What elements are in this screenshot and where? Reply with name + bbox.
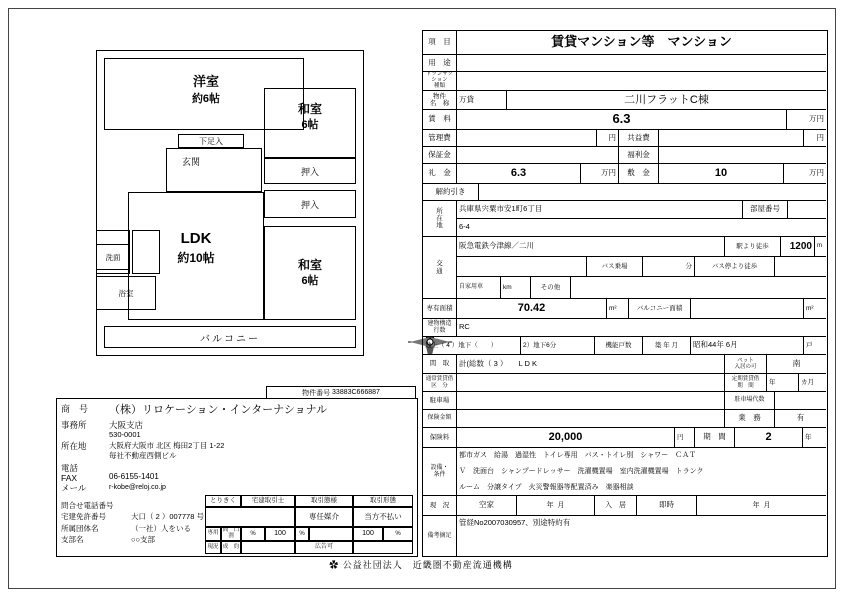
td-kikan-unit: 年 xyxy=(803,428,826,448)
grid-cell-torihiki-keitai: 当方不払い xyxy=(353,507,413,527)
th-balcony-menseki: バルコニー面積 xyxy=(629,299,691,319)
th-bus: バス乗場 xyxy=(587,257,643,277)
th-komoku: 項 目 xyxy=(423,31,457,55)
label-inquiry-tel: 問合せ電話番号 xyxy=(61,501,114,510)
th-menseki: 専有面積 xyxy=(423,299,457,319)
td-chinryo-unit: 万円 xyxy=(787,110,826,130)
td-genkyo-kuya: 空家 xyxy=(457,496,517,516)
td-tsuki-month: カ月 xyxy=(799,374,826,392)
td-pet: 南 xyxy=(767,355,826,374)
td-balcony-menseki xyxy=(691,299,804,319)
closet-1: 押入 xyxy=(264,158,356,184)
th-biko: 備考摘足 xyxy=(423,516,457,556)
plan-outline xyxy=(96,50,364,356)
th-chinryo: 賃 料 xyxy=(423,110,457,130)
th-hokenryo: 保険料 xyxy=(423,428,457,448)
th-kanrihi: 管理費 xyxy=(423,130,457,147)
td-eki-toho: 1200 xyxy=(781,237,815,257)
td-eki-toho-unit: m xyxy=(815,237,826,257)
th-gyomu: 業 務 xyxy=(725,410,775,428)
agency-info-block xyxy=(56,398,418,557)
value-branch: ○○支部 xyxy=(131,535,156,544)
td-kaiyakubiki xyxy=(479,184,826,201)
bathroom: 浴室 xyxy=(96,276,156,310)
grid-cell-blank-2 xyxy=(309,527,353,541)
td-setsubi-2: Ｖ 洗面台 シャンプードレッサー 洗濯機置場 室内洗濯機置場 トランク xyxy=(459,468,704,476)
footer-org: ✿ 公益社団法人 近畿圏不動産流通機構 xyxy=(329,560,513,570)
td-fukurikin xyxy=(659,147,826,164)
floor-plan xyxy=(56,30,416,390)
th-kaiyakubiki: 解約引き xyxy=(423,184,479,201)
td-shozaichi: 兵庫県宍粟市安1町6丁目 xyxy=(457,201,743,219)
td-bukken-mei: 二川フラットC棟 xyxy=(507,91,826,110)
closet-2: 押入 xyxy=(264,190,356,218)
td-reikin-unit: 万円 xyxy=(581,164,619,184)
balcony: バルコニー xyxy=(104,326,356,348)
value-shogo: （株）リロケーション・インターナショナル xyxy=(109,404,328,416)
value-denwa: 06-6155-1401 xyxy=(109,472,159,481)
td-kikai-unit: 戸 xyxy=(804,337,826,355)
grid-cell-pct-3: % xyxy=(383,527,413,541)
property-spec-table xyxy=(422,30,828,557)
td-shozaichi-2: 6-4 xyxy=(457,219,826,237)
td-biko: 管経No2007030957、別途特約有 xyxy=(459,518,571,527)
td-genkyo-date: 年 月 xyxy=(517,496,595,516)
th-bukken-mei: 物件 名 称 xyxy=(423,91,457,110)
td-chikunen: 昭和44年 6月 xyxy=(691,337,804,355)
value-shozaichi: 大阪府大阪市 北区 梅田2丁目 1-22 xyxy=(109,441,225,450)
th-madori: 間 取 xyxy=(423,355,457,374)
washbasin: 洗面 xyxy=(96,244,130,270)
td-chikujo: 地上（ 4 ）地下（ ） xyxy=(423,337,521,355)
td-kotsu-line: 阪急電鉄今津線／二川 xyxy=(457,237,725,257)
label-license: 宅建免許番号 xyxy=(61,512,106,521)
label-jimusho: 事務所 xyxy=(61,420,87,430)
td-kanrihi xyxy=(457,130,597,147)
td-own-car: km xyxy=(501,277,531,299)
grid-cell-torihiki-taiyo: 専任媒介 xyxy=(295,507,353,527)
grid-head-2: 宅建取引士 xyxy=(241,495,295,507)
th-chikunen: 築 年 月 xyxy=(643,337,691,355)
th-hoshokin: 保証金 xyxy=(423,147,457,164)
shoe-box: 下足入 xyxy=(178,134,244,148)
td-kanrihi-unit: 円 xyxy=(597,130,619,147)
th-kikan: 期 間 xyxy=(695,428,735,448)
value-shozaichi-2: 毎社不動産西側ビル xyxy=(109,451,177,460)
th-own-car: 自家用車 xyxy=(457,277,501,299)
td-sonota xyxy=(571,277,826,299)
grid-cell-senyou: 専用 xyxy=(205,527,221,541)
th-chushajo: 駐車場 xyxy=(423,392,457,410)
grid-cell-blank-1 xyxy=(205,507,295,527)
td-kyoekihi-unit: 円 xyxy=(804,130,826,147)
value-postal: 530-0001 xyxy=(109,430,141,439)
label-fax: FAX xyxy=(61,473,78,483)
th-fukurikin: 福利金 xyxy=(619,147,659,164)
label-shozaichi: 所在地 xyxy=(61,441,87,451)
td-shikikin-unit: 万円 xyxy=(784,164,826,184)
grid-head-4: 取引形態 xyxy=(353,495,413,507)
td-hoken-kingaku xyxy=(457,410,725,428)
th-shikikin: 敷 金 xyxy=(619,164,659,184)
td-transaction-type: 万貸 xyxy=(457,91,507,110)
td-chushajo xyxy=(457,392,725,410)
th-youto: 用 途 xyxy=(423,55,457,72)
th-nyukyo: 入 居 xyxy=(595,496,637,516)
td-nyukyo-date: 年 月 xyxy=(697,496,826,516)
grid-cell-pct-1: % xyxy=(241,527,265,541)
value-mail: r-kobe@reloj.co.jp xyxy=(109,484,166,491)
td-bus-toho xyxy=(775,257,826,277)
th-genkyo: 現 況 xyxy=(423,496,457,516)
value-jimusho: 大阪支店 xyxy=(109,420,144,430)
grid-cell-seiyaku: 成 約 xyxy=(221,541,241,554)
td-tsuki-year: 年 xyxy=(767,374,799,392)
td-hokenryo: 20,000 xyxy=(457,428,675,448)
th-kyoekihi: 共益費 xyxy=(619,130,659,147)
td-kyoekihi xyxy=(659,130,804,147)
td-gyomu: 有 xyxy=(775,410,826,428)
th-transaction: トランザクション 種類 xyxy=(423,72,457,91)
th-hoken-kingaku: 保険金額 xyxy=(423,410,457,428)
th-kozo: 建物構造 行数 xyxy=(423,319,457,337)
grid-head-3: 取引態様 xyxy=(295,495,353,507)
room-label-washitsu-1: 和室 6帖 xyxy=(297,102,322,131)
th-chushajo-daisu: 駐車場代数 xyxy=(725,392,775,410)
label-branch: 支部名 xyxy=(61,535,84,544)
footer-seal-icon: ✿ xyxy=(329,560,340,570)
value-license: 大口（ 2 ）007778 号 xyxy=(131,512,204,521)
td-bus-fun: 分 xyxy=(643,257,695,277)
grid-cell-koukoku: 広告可 xyxy=(295,541,353,554)
td-kozo: RC xyxy=(457,319,826,337)
th-reikin: 礼 金 xyxy=(423,164,457,184)
th-setsubi: 設備・ 条件 xyxy=(423,448,457,496)
room-label-washitsu-2: 和室 6帖 xyxy=(297,258,322,287)
label-mail: メール xyxy=(61,483,87,493)
grid-cell-100-1: 100 xyxy=(265,527,295,541)
label-association: 所属団体名 xyxy=(61,524,99,533)
td-hokenryo-unit: 円 xyxy=(675,428,695,448)
th-pet: ペット 入居の可 xyxy=(725,355,767,374)
label-shogo: 商 号 xyxy=(61,404,89,414)
grid-cell-pct-2: % xyxy=(295,527,309,541)
td-heya-bango xyxy=(788,201,826,219)
th-sonota: その他 xyxy=(531,277,571,299)
property-number-tag: 物件番号 33883C666887 xyxy=(266,386,416,399)
td-chushajo-daisu xyxy=(775,392,826,410)
td-menseki: 70.42 xyxy=(457,299,607,319)
grid-cell-blank-4 xyxy=(353,541,413,554)
doc-title: 賃貸マンション等 マンション xyxy=(457,31,826,55)
grid-cell-100-2: 100 xyxy=(353,527,383,541)
td-shikikin: 10 xyxy=(659,164,784,184)
label-denwa: 電話 xyxy=(61,463,79,473)
td-reikin: 6.3 xyxy=(457,164,581,184)
td-chinryo: 6.3 xyxy=(457,110,787,130)
td-setsubi-3: ルーム 分譲タイプ 火災警報器等配置済み 楽器相談 xyxy=(457,480,826,496)
grid-cell-maguchi: 間 口 割 xyxy=(222,527,245,539)
grid-cell-genkyo: 現況 xyxy=(205,541,221,554)
th-eki-toho: 駅より徒歩 xyxy=(725,237,781,257)
th-tsuki-period: 定期賃貸借 期 間 xyxy=(725,374,767,392)
value-association: （一社）人をいる xyxy=(131,524,191,533)
room-label-ldk: LDK 約10帖 xyxy=(177,230,215,265)
grid-head-1: とりきく xyxy=(205,495,241,507)
td-tsuki xyxy=(457,374,725,392)
th-tsuki: 通常賃貸借 区 分 xyxy=(423,374,457,392)
td-sokuji: 即時 xyxy=(637,496,697,516)
td-menseki-unit: m² xyxy=(607,299,629,319)
td-kotsu-blank xyxy=(457,257,587,277)
th-kotsu: 交 通 xyxy=(423,237,457,299)
td-kikan: 2 xyxy=(735,428,803,448)
grid-cell-blank-3 xyxy=(241,541,295,554)
td-madori: 計(総数（ 3 ） L D K xyxy=(457,355,725,374)
td-youto xyxy=(457,55,826,72)
td-setsubi-1: 都市ガス 給湯 過湿性 トイレ専用 バス・トイレ別 シャワー ＣＡＴ xyxy=(459,452,697,460)
td-chikujo-2: 2）地下6分 xyxy=(521,337,595,355)
td-hoshokin xyxy=(457,147,619,164)
th-kikai-kaisu: 機能戸数 xyxy=(595,337,643,355)
td-balcony-unit: m² xyxy=(804,299,826,319)
entrance-label: 玄関 xyxy=(182,157,201,167)
th-heya-bango: 部屋番号 xyxy=(743,201,788,219)
th-bus-toho: バス停より徒歩 xyxy=(695,257,775,277)
td-transaction xyxy=(457,72,826,91)
th-shozaichi: 所 在 地 xyxy=(423,201,457,237)
room-label-yoshitsu: 洋室 約6帖 xyxy=(191,74,221,106)
